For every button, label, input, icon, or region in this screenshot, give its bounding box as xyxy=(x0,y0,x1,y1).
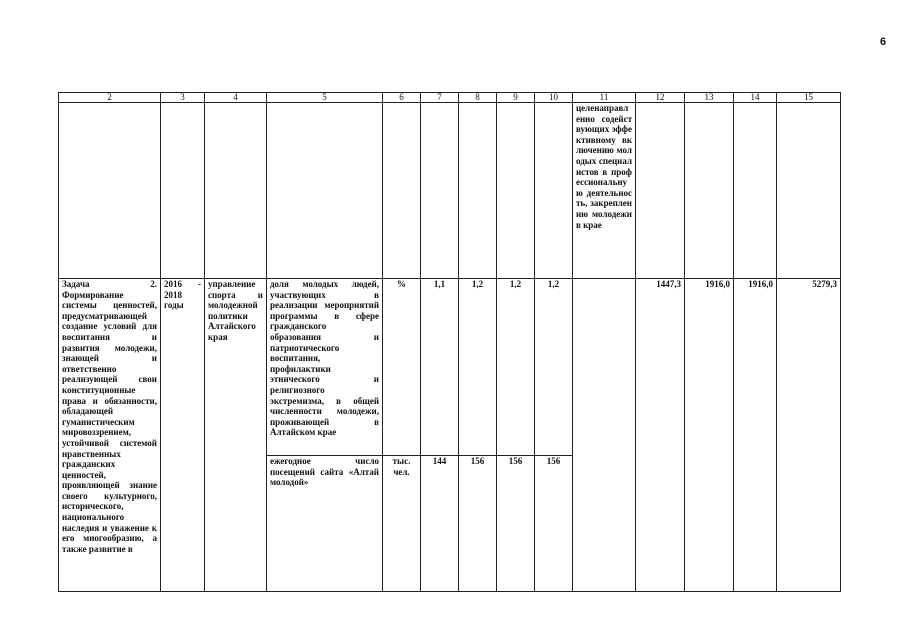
cell-indicator-value: 156 xyxy=(497,456,535,592)
header-cell: 4 xyxy=(205,93,267,103)
cell-indicator-value: 1,2 xyxy=(535,279,573,456)
header-cell: 9 xyxy=(497,93,535,103)
cell-finance-value: 1447,3 xyxy=(636,279,685,592)
cell-empty xyxy=(734,103,777,279)
cell-empty xyxy=(205,103,267,279)
cell-empty xyxy=(267,103,383,279)
cell-indicator-value: 1,1 xyxy=(421,279,459,456)
cell-col11 xyxy=(573,279,636,592)
cell-indicator-value: 1,2 xyxy=(497,279,535,456)
header-cell: 7 xyxy=(421,93,459,103)
header-cell: 8 xyxy=(459,93,497,103)
cell-empty xyxy=(535,103,573,279)
cell-empty xyxy=(777,103,841,279)
header-cell: 15 xyxy=(777,93,841,103)
header-cell: 5 xyxy=(267,93,383,103)
header-cell: 6 xyxy=(383,93,421,103)
cell-indicator-name: ежегодное число посещений сайта «Алтай молодой» xyxy=(267,456,383,592)
cell-finance-value: 5279,3 xyxy=(777,279,841,592)
cell-indicator-value: 156 xyxy=(459,456,497,592)
header-cell: 3 xyxy=(161,93,205,103)
page-number: 6 xyxy=(880,36,887,48)
cell-indicator-unit: % xyxy=(383,279,421,456)
cell-finance-value: 1916,0 xyxy=(685,279,734,592)
cell-empty xyxy=(497,103,535,279)
program-table xyxy=(58,92,841,592)
header-cell: 13 xyxy=(685,93,734,103)
cell-empty xyxy=(685,103,734,279)
cell-executor: управление спорта и молодежной политики Алтайского края xyxy=(205,279,267,592)
cell-period: 2016 - 2018 годы xyxy=(161,279,205,592)
cell-indicator-value: 144 xyxy=(421,456,459,592)
header-row xyxy=(59,93,841,103)
cell-indicator-value: 1,2 xyxy=(459,279,497,456)
header-cell: 14 xyxy=(734,93,777,103)
header-cell: 10 xyxy=(535,93,573,103)
table-row-task2 xyxy=(59,279,841,456)
header-cell: 12 xyxy=(636,93,685,103)
cell-finance-value: 1916,0 xyxy=(734,279,777,592)
cell-empty xyxy=(459,103,497,279)
header-cell: 11 xyxy=(573,93,636,103)
cell-col11-text: целенаправленно содействующих эффективному включению молодых специалистов в профессиональную деятельность, закреплению молодежи в крае xyxy=(573,103,636,279)
header-cell: 2 xyxy=(59,93,161,103)
cell-task-description: Задача 2. Формирование системы ценностей, предусматривающей создание условий для воспитания и развития молодежи, знающей и ответственно реализующей свои конституционные права и обязанности, обладающей гуманистическим мировоззрением, устойчивой системой нравственных гражданских ценностей, проявляющей знание своего культурного, исторического, национального наследия и уважение к его многообразию, а также развитие в xyxy=(59,279,161,592)
cell-empty xyxy=(636,103,685,279)
cell-indicator-unit: тыс. чел. xyxy=(383,456,421,592)
cell-empty xyxy=(421,103,459,279)
table-row-continuation xyxy=(59,103,841,279)
cell-indicator-name: доля молодых людей, участвующих в реализации мероприятий программы в сфере гражданского образования и патриотического воспитания, профилактики этнического и религиозного экстремизма, в общей численности молодежи, проживающей в Алтайском крае xyxy=(267,279,383,456)
cell-indicator-value: 156 xyxy=(535,456,573,592)
cell-empty xyxy=(161,103,205,279)
cell-empty xyxy=(59,103,161,279)
cell-empty xyxy=(383,103,421,279)
